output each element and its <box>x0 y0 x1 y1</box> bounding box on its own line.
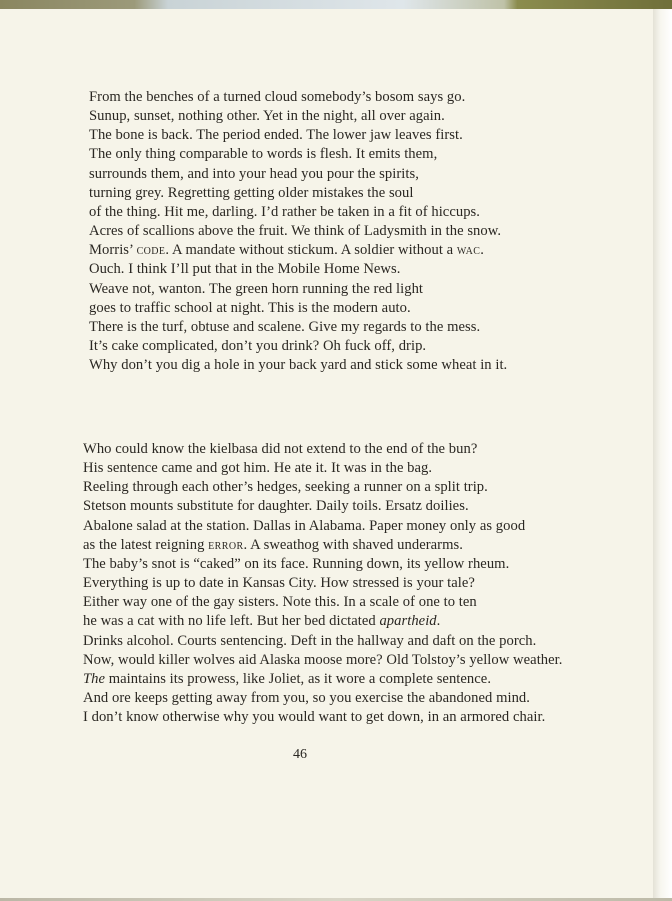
line-text: Drinks alcohol. Courts sentencing. Deft in the hallway and daft on the porch. <box>83 632 537 649</box>
poem-line <box>89 318 507 337</box>
small-caps-word: error <box>208 536 244 553</box>
line-text: His sentence came and got him. He ate it. It was in the bag. <box>83 460 433 477</box>
poem-line <box>89 337 507 356</box>
line-text: From the benches of a turned cloud somebody’s bosom says go. <box>89 89 466 105</box>
line-text: The bone is back. The period ended. The lower jaw leaves first. <box>89 127 463 144</box>
small-caps-word: wac <box>456 242 481 259</box>
line-text: he was a cat with no life left. But her bed dictated <box>83 613 380 630</box>
line-text: Reeling through each other’s hedges, seeking a runner on a split trip. <box>83 479 488 496</box>
scan-top-edge <box>0 0 672 9</box>
poem-line <box>83 632 562 651</box>
line-text: The only thing comparable to words is flesh. It emits them, <box>89 146 438 163</box>
line-text: surrounds them, and into your head you pour the spirits, <box>89 165 419 182</box>
line-text: . A sweathog with shaved underarms. <box>243 536 463 553</box>
line-text: as the latest reigning <box>83 536 209 553</box>
poem-line <box>89 299 507 318</box>
poem-line <box>83 440 562 459</box>
line-text: Ouch. I think I’ll put that in the Mobile Home News. <box>89 261 401 278</box>
poem-stanza-1 <box>89 88 507 375</box>
line-text: . <box>436 613 441 630</box>
line-text: Either way one of the gay sisters. Note this. In a scale of one to ten <box>83 594 477 611</box>
line-text: goes to traffic school at night. This is the modern auto. <box>89 299 411 316</box>
poem-line <box>83 497 562 516</box>
line-text: Who could know the kielbasa did not extend to the end of the bun? <box>83 441 478 457</box>
italic-word: apartheid <box>379 613 437 630</box>
poem-line <box>83 478 562 497</box>
line-text: . A mandate without stickum. A soldier without a <box>165 242 457 259</box>
poem-line <box>83 555 562 574</box>
poem-line <box>83 708 562 727</box>
poem-line <box>89 145 507 164</box>
line-text: The baby’s snot is “caked” on its face. Running down, its yellow rheum. <box>83 555 510 572</box>
line-text: It’s cake complicated, don’t you drink? Oh fuck off, drip. <box>89 338 427 355</box>
line-text: Acres of scallions above the fruit. We think of Ladysmith in the snow. <box>89 223 502 240</box>
poem-line <box>83 670 562 689</box>
line-text: . <box>480 242 484 259</box>
line-text: Abalone salad at the station. Dallas in Alabama. Paper money only as good <box>83 517 526 534</box>
page-number: 46 <box>293 747 307 762</box>
poem-line <box>89 165 507 184</box>
line-text: Stetson mounts substitute for daughter. Daily toils. Ersatz doilies. <box>83 498 469 515</box>
poem-line <box>83 689 562 708</box>
poem-line <box>89 280 507 299</box>
line-text: turning grey. Regretting getting older mistakes the soul <box>89 184 414 201</box>
small-caps-word: code <box>136 242 166 259</box>
line-text: Weave not, wanton. The green horn running the red light <box>89 280 424 297</box>
poem-line <box>83 459 562 478</box>
line-text: maintains its prowess, like Joliet, as it wore a complete sentence. <box>105 670 492 687</box>
poem-line <box>89 88 507 107</box>
poem-line <box>83 651 562 670</box>
line-text: Why don’t you dig a hole in your back yard and stick some wheat in it. <box>89 357 508 374</box>
line-text: Sunup, sunset, nothing other. Yet in the night, all over again. <box>89 108 445 125</box>
poem-line <box>89 184 507 203</box>
poem-line <box>83 593 562 612</box>
italic-word: The <box>83 670 106 687</box>
line-text: Everything is up to date in Kansas City. How stressed is your tale? <box>83 575 475 592</box>
line-text: There is the turf, obtuse and scalene. Give my regards to the mess. <box>89 318 481 335</box>
poem-line <box>83 612 562 631</box>
line-text: of the thing. Hit me, darling. I’d rather be taken in a fit of hiccups. <box>89 203 480 220</box>
poem-line <box>89 203 507 222</box>
poem-line <box>89 260 507 279</box>
poem-line <box>83 517 562 536</box>
line-text: Now, would killer wolves aid Alaska moose more? Old Tolstoy’s yellow weather. <box>83 651 563 668</box>
poem-line <box>89 222 507 241</box>
poem-line <box>89 356 507 375</box>
line-text: And ore keeps getting away from you, so you exercise the abandoned mind. <box>83 690 530 707</box>
poem-line <box>89 107 507 126</box>
poem-stanza-2 <box>83 440 562 727</box>
poem-line <box>89 126 507 145</box>
line-text: I don’t know otherwise why you would want to get down, in an armored chair. <box>83 709 546 726</box>
poem-line <box>83 536 562 555</box>
poem-line <box>83 574 562 593</box>
poem-line <box>89 241 507 260</box>
page-gutter-edge <box>653 9 672 901</box>
line-text: Morris’ <box>89 242 137 259</box>
